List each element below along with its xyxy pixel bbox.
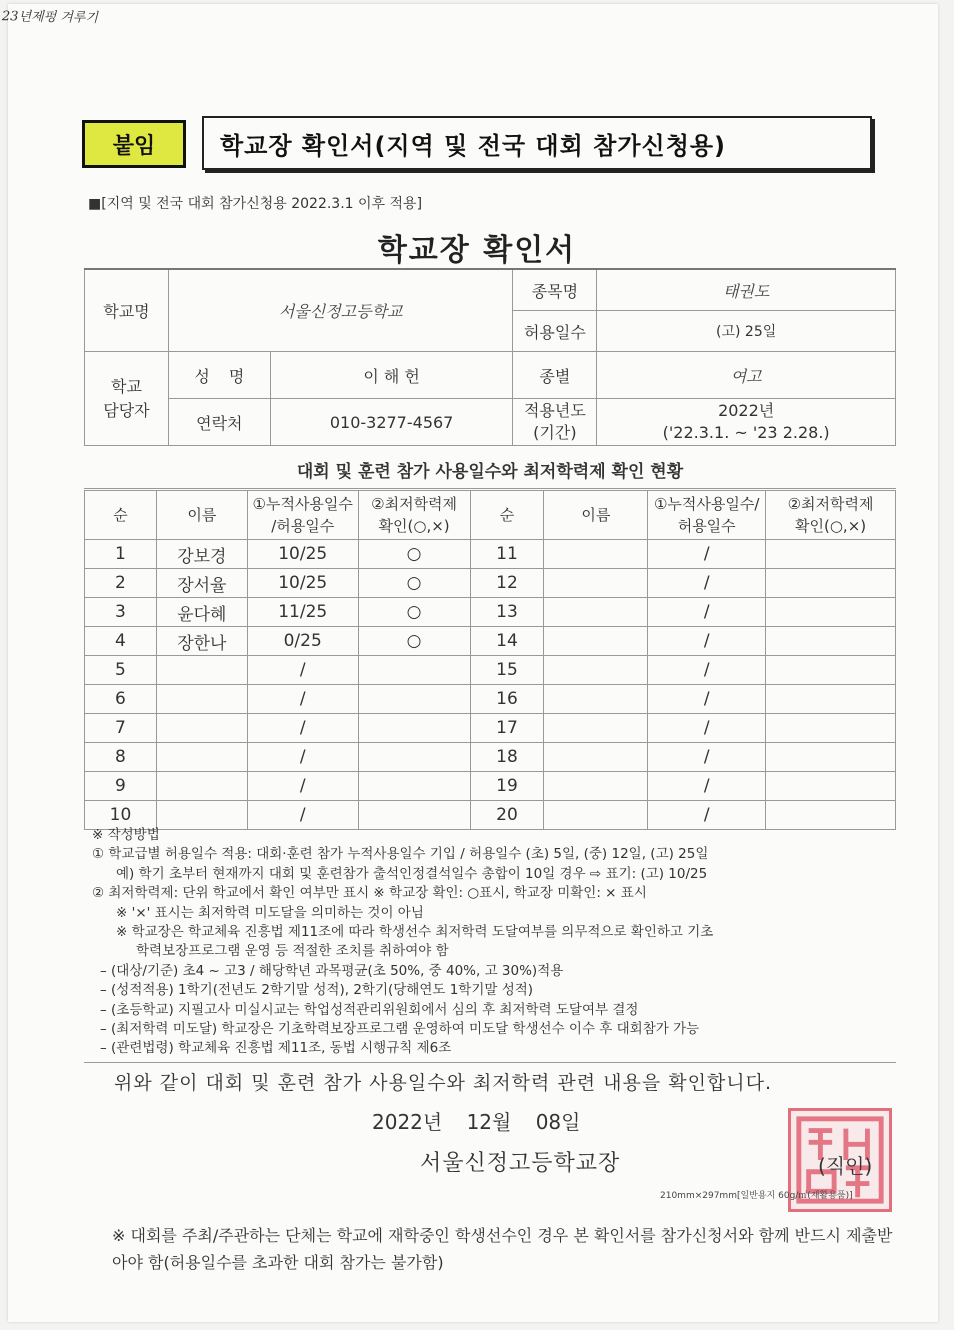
school-name: 서울신정고등학교 bbox=[168, 269, 513, 352]
row-number: 1 bbox=[85, 540, 157, 569]
student-name: 장한나 bbox=[156, 627, 247, 656]
days-used: / bbox=[648, 569, 766, 598]
academic-check: ○ bbox=[358, 627, 470, 656]
days-used: / bbox=[648, 656, 766, 685]
applies-note: ■[지역 및 전국 대회 참가신청용 2022.3.1 이후 적용] bbox=[88, 196, 423, 212]
student-name: 강보경 bbox=[156, 540, 247, 569]
student-name: 장서율 bbox=[156, 569, 247, 598]
days-used: / bbox=[648, 598, 766, 627]
table-row bbox=[85, 743, 896, 772]
row-number: 17 bbox=[470, 714, 544, 743]
academic-check bbox=[766, 685, 896, 714]
academic-check bbox=[358, 772, 470, 801]
days-used: / bbox=[648, 743, 766, 772]
academic-check bbox=[358, 656, 470, 685]
days-used: / bbox=[648, 627, 766, 656]
student-name bbox=[156, 743, 247, 772]
row-number: 11 bbox=[470, 540, 544, 569]
header-days-2: ①누적사용일수/ 허용일수 bbox=[648, 491, 766, 540]
row-number: 19 bbox=[470, 772, 544, 801]
note-elementary: – (초등학교) 지필고사 미실시교는 학업성적관리위원회에서 심의 후 최저학력 도달여부 결정 bbox=[100, 1001, 639, 1018]
academic-check bbox=[766, 598, 896, 627]
days-used: / bbox=[648, 801, 766, 830]
note-law: – (관련법령) 학교체육 진흥법 제11조, 동법 시행규칙 제6조 bbox=[100, 1040, 452, 1057]
principal-signature: 서울신정고등학교장 bbox=[420, 1151, 621, 1176]
days-used: / bbox=[247, 743, 358, 772]
row-number: 6 bbox=[85, 685, 157, 714]
student-name bbox=[544, 685, 648, 714]
gender-label: 종별 bbox=[513, 352, 597, 399]
confirmation-statement: 위와 같이 대회 및 훈련 참가 사용일수와 최저학력 관련 내용을 확인합니다. bbox=[114, 1072, 773, 1094]
note-unmet: – (최저학력 미도달) 학교장은 기초학력보장프로그램 운영하여 미도달 학생선수 이수 후 대회참가 가능 bbox=[100, 1021, 700, 1038]
table-row bbox=[85, 540, 896, 569]
row-number: 2 bbox=[85, 569, 157, 598]
usage-title: 대회 및 훈련 참가 사용일수와 최저학력제 확인 현황 bbox=[84, 450, 896, 489]
student-name bbox=[544, 714, 648, 743]
academic-check bbox=[766, 569, 896, 598]
handwritten-note: 23년제펑 겨루기 bbox=[1, 9, 99, 26]
days-used: 10/25 bbox=[247, 540, 358, 569]
gender-value: 여고 bbox=[597, 352, 896, 399]
academic-check bbox=[358, 714, 470, 743]
divider bbox=[84, 1062, 896, 1063]
document-title: 학교장 확인서 bbox=[377, 233, 577, 268]
note-2-b: ※ 학교장은 학교체육 진흥법 제11조에 따라 학생선수 최저학력 도달여부를 의무적으로 확인하고 기초 bbox=[116, 924, 714, 941]
row-number: 3 bbox=[85, 598, 157, 627]
footer-note: ※ 대회를 주최/주관하는 단체는 학교에 재학중인 학생선수인 경우 본 확인서를 참가신청서와 함께 반드시 제출받아야 함(허용일수를 초과한 대회 참가는 불가함) bbox=[112, 1226, 893, 1272]
student-name bbox=[544, 772, 648, 801]
usage-table bbox=[84, 490, 896, 830]
academic-check bbox=[766, 743, 896, 772]
row-number: 4 bbox=[85, 627, 157, 656]
days-used: / bbox=[247, 656, 358, 685]
header-check-2: ②최저학력제 확인(○,×) bbox=[766, 491, 896, 540]
note-grades: – (성적적용) 1학기(전년도 2학기말 성적), 2학기(당해연도 1학기말 성적) bbox=[100, 982, 534, 999]
days-used: 0/25 bbox=[247, 627, 358, 656]
row-number: 9 bbox=[85, 772, 157, 801]
academic-check bbox=[766, 772, 896, 801]
instructions bbox=[92, 826, 902, 1059]
contact-value: 010-3277-4567 bbox=[270, 399, 513, 446]
academic-check bbox=[766, 627, 896, 656]
academic-check: ○ bbox=[358, 598, 470, 627]
usage-rows bbox=[85, 540, 896, 830]
days-used: / bbox=[648, 772, 766, 801]
student-name bbox=[544, 627, 648, 656]
contact-label: 연락처 bbox=[168, 399, 270, 446]
table-row bbox=[85, 569, 896, 598]
academic-check: ○ bbox=[358, 540, 470, 569]
usage-header-row bbox=[85, 491, 896, 540]
student-name: 윤다혜 bbox=[156, 598, 247, 627]
row-number: 20 bbox=[470, 801, 544, 830]
row-number: 18 bbox=[470, 743, 544, 772]
paper-spec: 210mm×297mm[일반용지 60g/㎡(재활용품)] bbox=[660, 1191, 853, 1201]
header-days: ①누적사용일수 /허용일수 bbox=[247, 491, 358, 540]
student-name bbox=[156, 656, 247, 685]
note-2-a: ※ '×' 표시는 최저학력 미도달을 의미하는 것이 아님 bbox=[116, 904, 424, 921]
seal-label: (직인) bbox=[818, 1154, 873, 1178]
days-used: / bbox=[648, 685, 766, 714]
table-row bbox=[85, 685, 896, 714]
year-value: 2022년 ('22.3.1. ~ '23 2.28.) bbox=[597, 399, 896, 446]
student-name bbox=[544, 569, 648, 598]
info-table bbox=[84, 268, 896, 446]
header-name: 이름 bbox=[156, 491, 247, 540]
days-used: 10/25 bbox=[247, 569, 358, 598]
table-row bbox=[85, 627, 896, 656]
note-2: ② 최저학력제: 단위 학교에서 확인 여부만 표시 ※ 학교장 확인: ○표시, 학교장 미확인: × 표시 bbox=[92, 885, 647, 902]
days-used: / bbox=[247, 685, 358, 714]
header-no: 순 bbox=[85, 491, 157, 540]
row-number: 12 bbox=[470, 569, 544, 598]
days-used: / bbox=[648, 714, 766, 743]
header-check: ②최저학력제 확인(○,×) bbox=[358, 491, 470, 540]
student-name bbox=[544, 540, 648, 569]
table-row bbox=[85, 656, 896, 685]
academic-check bbox=[766, 540, 896, 569]
row-number: 10 bbox=[85, 801, 157, 830]
academic-check: ○ bbox=[358, 569, 470, 598]
student-name bbox=[156, 685, 247, 714]
days-used: / bbox=[247, 714, 358, 743]
header-name-2: 이름 bbox=[544, 491, 648, 540]
days-used: 11/25 bbox=[247, 598, 358, 627]
issue-date: 2022년 12월 08일 bbox=[372, 1110, 581, 1134]
row-number: 14 bbox=[470, 627, 544, 656]
header-title: 학교장 확인서(지역 및 전국 대회 참가신청용) bbox=[202, 116, 872, 170]
days-label: 허용일수 bbox=[513, 311, 597, 352]
note-heading: ※ 작성방법 bbox=[92, 827, 160, 843]
staff-label: 학교 담당자 bbox=[85, 352, 169, 446]
note-1-example: 예) 학기 초부터 현재까지 대회 및 훈련참가 출석인정결석일수 총합이 10일 경우 ⇨ 표기: (고) 10/25 bbox=[116, 865, 708, 882]
academic-check bbox=[358, 685, 470, 714]
student-name bbox=[544, 656, 648, 685]
academic-check bbox=[766, 714, 896, 743]
academic-check bbox=[358, 743, 470, 772]
table-row bbox=[85, 772, 896, 801]
days-used: / bbox=[648, 540, 766, 569]
row-number: 8 bbox=[85, 743, 157, 772]
staff-name: 이 해 헌 bbox=[270, 352, 513, 399]
row-number: 16 bbox=[470, 685, 544, 714]
year-label: 적용년도 (기간) bbox=[513, 399, 597, 446]
days-used: / bbox=[247, 772, 358, 801]
row-number: 15 bbox=[470, 656, 544, 685]
note-2-b-cont: 학력보장프로그램 운영 등 적절한 조치를 취하여야 함 bbox=[136, 943, 449, 960]
name-label: 성 명 bbox=[168, 352, 270, 399]
student-name bbox=[544, 743, 648, 772]
days-used: / bbox=[247, 801, 358, 830]
event-label: 종목명 bbox=[513, 269, 597, 311]
note-target: – (대상/기준) 초4 ~ 고3 / 해당학년 과목평균(초 50%, 중 40%, 고 30%)적용 bbox=[100, 962, 564, 979]
school-label: 학교명 bbox=[85, 269, 169, 352]
header-no-2: 순 bbox=[470, 491, 544, 540]
student-name bbox=[156, 714, 247, 743]
row-number: 13 bbox=[470, 598, 544, 627]
academic-check bbox=[766, 656, 896, 685]
table-row bbox=[85, 598, 896, 627]
attachment-badge: 붙임 bbox=[82, 120, 186, 168]
row-number: 7 bbox=[85, 714, 157, 743]
student-name bbox=[156, 772, 247, 801]
row-number: 5 bbox=[85, 656, 157, 685]
table-row bbox=[85, 714, 896, 743]
student-name bbox=[544, 598, 648, 627]
note-1: ① 학교급별 허용일수 적용: 대회·훈련 참가 누적사용일수 기입 / 허용일수 (초) 5일, (중) 12일, (고) 25일 bbox=[92, 846, 709, 863]
days-value: (고) 25일 bbox=[597, 311, 896, 352]
event-value: 태권도 bbox=[597, 269, 896, 311]
